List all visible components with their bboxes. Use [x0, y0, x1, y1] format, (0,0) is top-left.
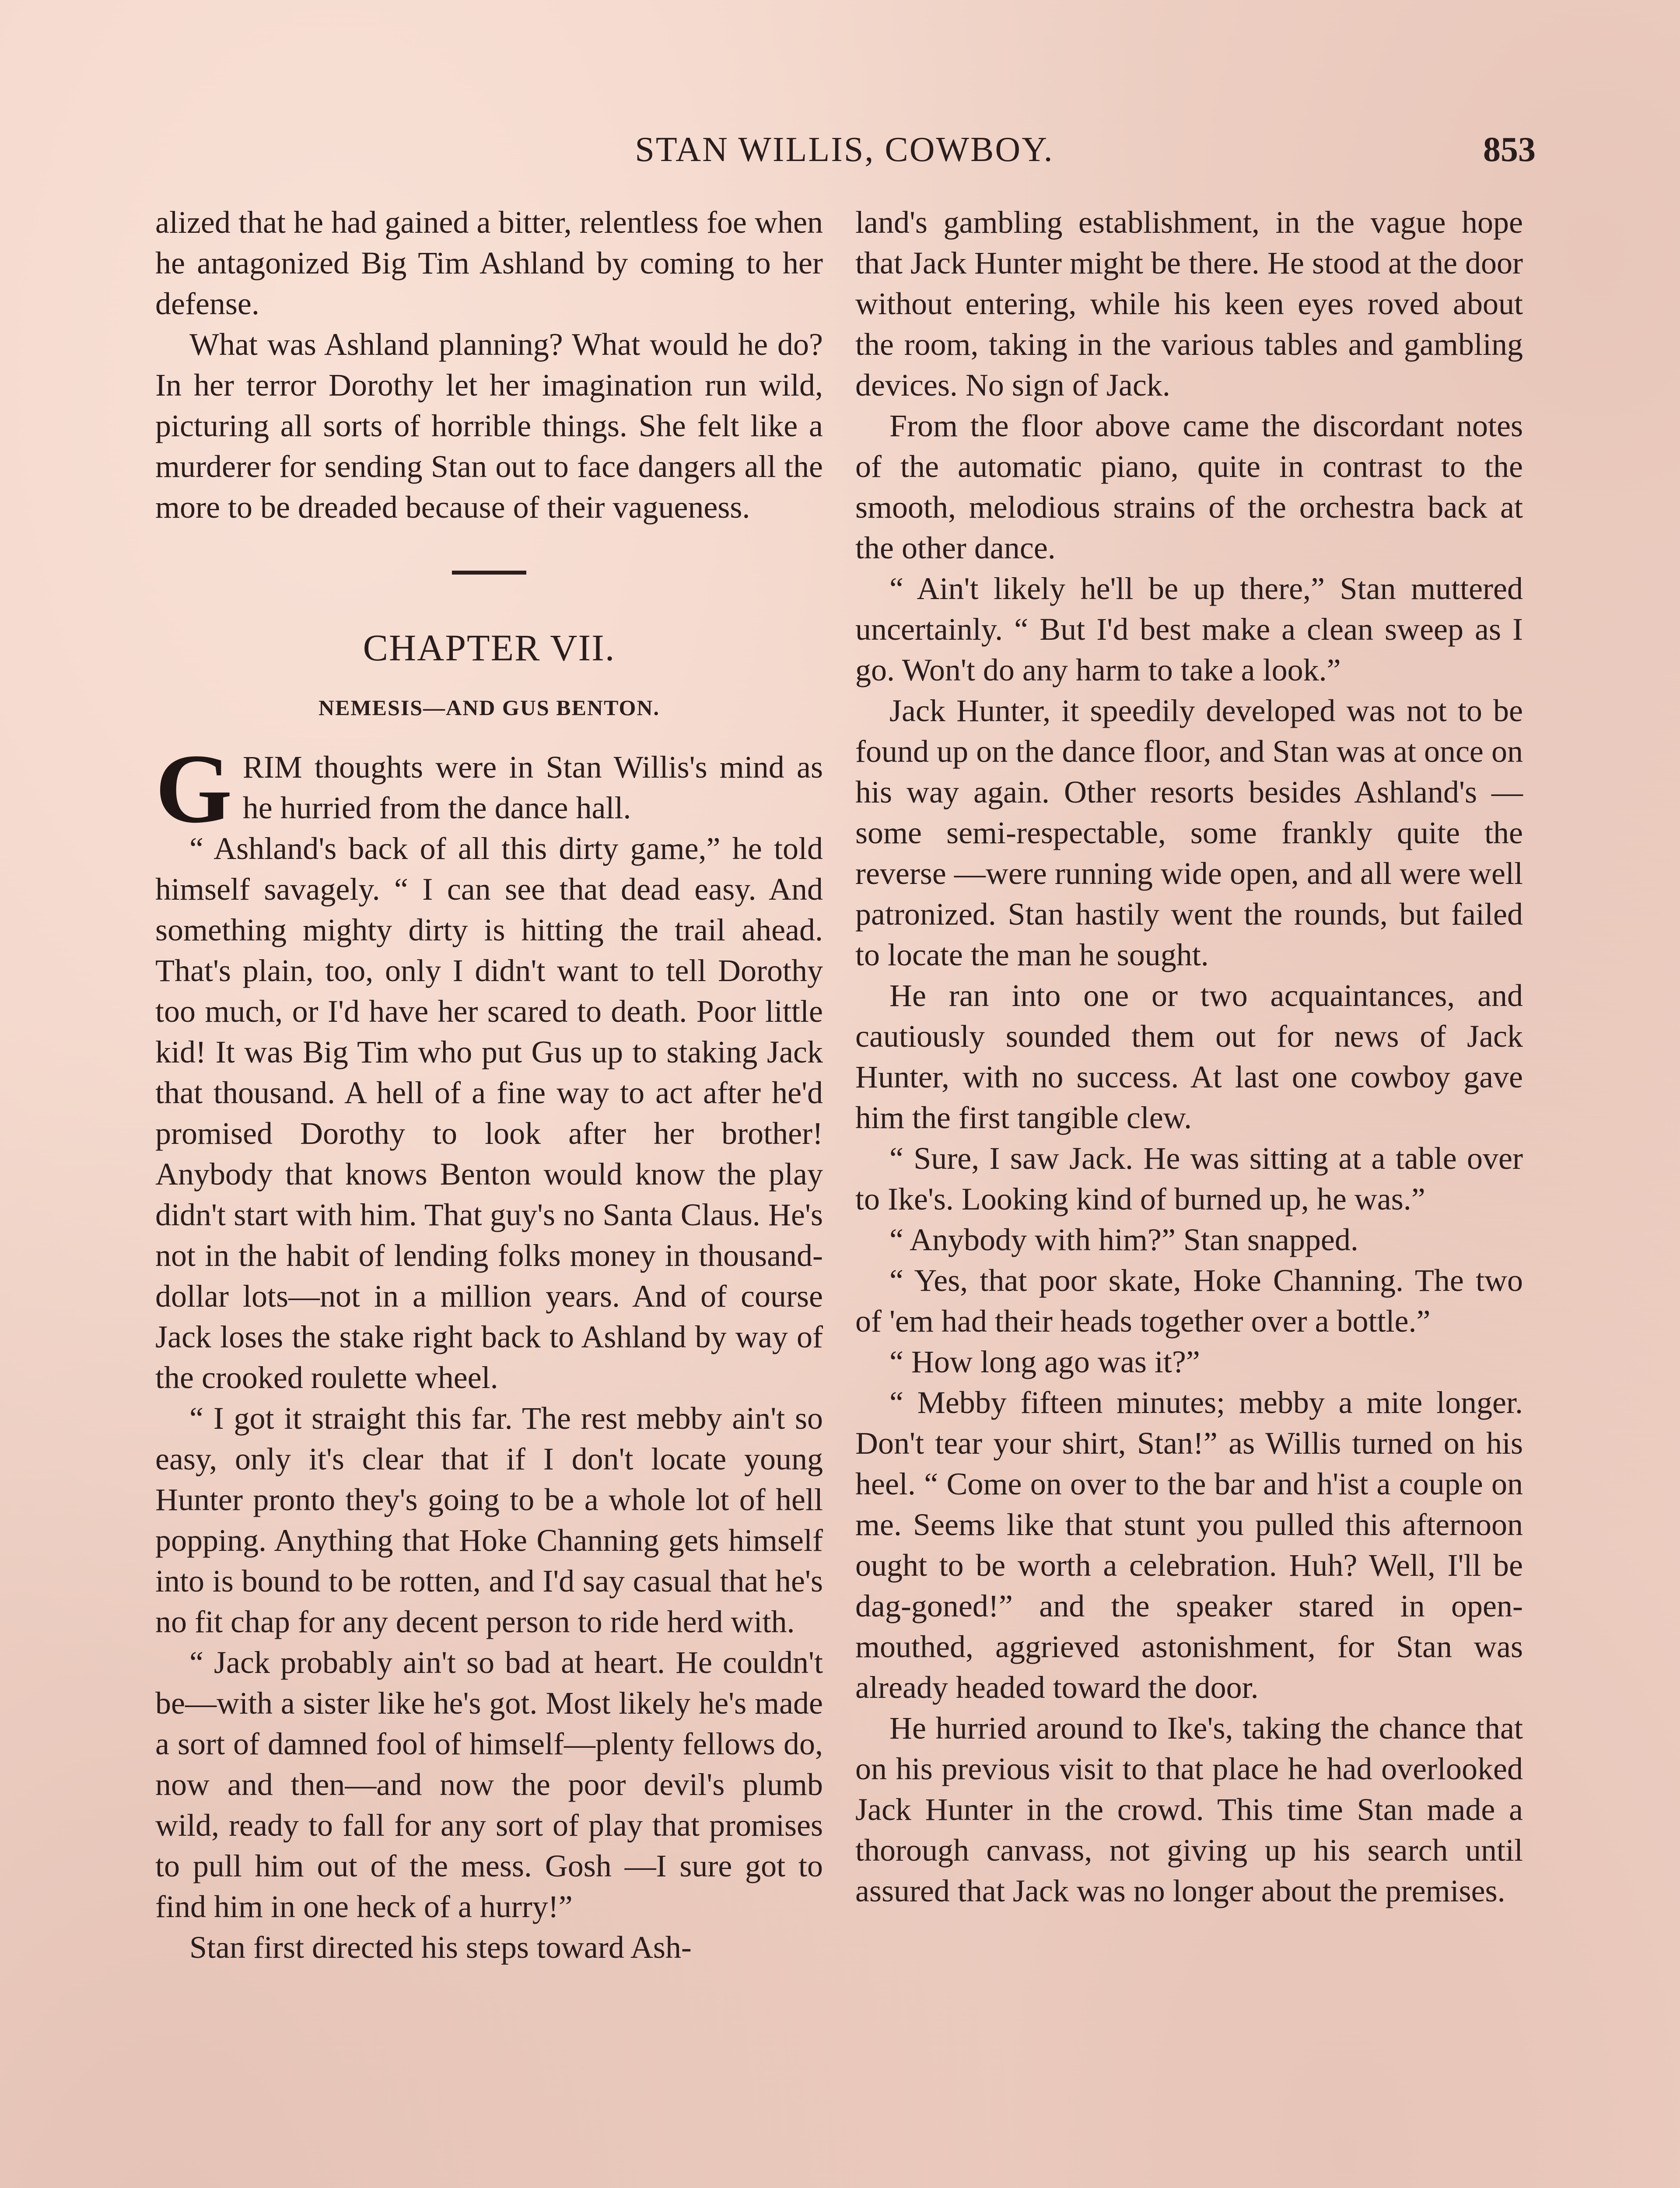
paragraph: From the floor above came the discordant notes of the automatic piano, quite in contrast to the smooth, melodious strains of the orchestra back at the other dance.: [855, 408, 1523, 565]
left-column: [155, 202, 823, 1968]
running-title: STAN WILLIS, COWBOY.: [635, 130, 1054, 169]
paragraph: Stan first directed his steps toward Ash-: [189, 1930, 692, 1965]
paragraph: He hurried around to Ike's, taking the chance that on his previous visit to that place he had overlooked Jack Hunter in the crowd. This time Stan made a thorough canvass, not giving up his search until assured that Jack was no longer about the premises.: [855, 1711, 1523, 1908]
opening-text: RIM thoughts were in Stan Willis's mind as he hurried from the dance hall.: [242, 750, 823, 825]
chapter-heading: CHAPTER VII.: [363, 627, 616, 669]
section-divider: [452, 571, 526, 575]
drop-cap: G: [155, 734, 232, 843]
chapter-subtitle: NEMESIS—AND GUS BENTON.: [318, 695, 660, 720]
chapter-opening-paragraph: [155, 734, 823, 843]
paragraph: “ How long ago was it?”: [889, 1344, 1200, 1379]
paragraph: land's gambling establishment, in the vague hope that Jack Hunter might be there. He stood at the door without entering, while his keen eyes roved about the room, taking in the various tables and gambling devices. No sign of Jack.: [855, 205, 1523, 403]
paragraph: “ Ain't likely he'll be up there,” Stan muttered uncertainly. “ But I'd best make a clean sweep as I go. Won't do any harm to take a look.”: [855, 571, 1523, 687]
paragraph: What was Ashland planning? What would he do? In her terror Dorothy let her imagination run wild, picturing all sorts of horrible things. She felt like a murderer for sending Stan out to face dangers all the more to be dreaded because of their vagueness.: [155, 327, 823, 525]
paragraph: alized that he had gained a bitter, relentless foe when he antagonized Big Tim Ashland by coming to her defense.: [155, 205, 823, 321]
page-number: 853: [1483, 130, 1536, 169]
paragraph: “ Ashland's back of all this dirty game,” he told himself savagely. “ I can see that dead easy. And something mighty dirty is hitting the trail ahead. That's plain, too, only I didn't want to tell Dorothy too much, or I'd have her scared to death. Poor little kid! It was Big Tim who put Gus up to staking Jack that thousand. A hell of a fine way to act after he'd promised Dorothy to look after her brother! Anybody that knows Benton would know the play didn't start with him. That guy's no Santa Claus. He's not in the habit of lending folks money in thousand-dollar lots—not in a million years. And of course Jack loses the stake right back to Ashland by way of the crooked roulette wheel.: [155, 831, 823, 1395]
right-column: [855, 202, 1523, 1911]
paragraph: He ran into one or two acquaintances, and cautiously sounded them out for news of Jack Hunter, with no success. At last one cowboy gave him the first tangible clew.: [855, 978, 1523, 1135]
paragraph: “ Mebby fifteen minutes; mebby a mite longer. Don't tear your shirt, Stan!” as Willis turned on his heel. “ Come on over to the bar and h'ist a couple on me. Seems like that stunt you pulled this afternoon ought to be worth a celebration. Huh? Well, I'll be dag-goned!” and the speaker stared in open-mouthed, aggrieved astonishment, for Stan was already headed toward the door.: [855, 1385, 1523, 1705]
paragraph: “ Anybody with him?” Stan snapped.: [889, 1222, 1358, 1257]
paragraph: “ I got it straight this far. The rest mebby ain't so easy, only it's clear that if I don't locate young Hunter pronto they's going to be a whole lot of hell popping. Anything that Hoke Channing gets himself into is bound to be rotten, and I'd say casual that he's no fit chap for any decent person to ride herd with.: [155, 1401, 823, 1639]
paragraph: Jack Hunter, it speedily developed was not to be found up on the dance floor, and Stan was at once on his way again. Other resorts besides Ashland's — some semi-respectable, some frankly quite the reverse —were running wide open, and all were well patronized. Stan hastily went the rounds, but failed to locate the man he sought.: [855, 693, 1523, 972]
paragraph: “ Yes, that poor skate, Hoke Channing. The two of 'em had their heads together over a bottle.”: [855, 1263, 1523, 1339]
paragraph: “ Sure, I saw Jack. He was sitting at a table over to Ike's. Looking kind of burned up, he was.”: [855, 1141, 1523, 1217]
paragraph: “ Jack probably ain't so bad at heart. He couldn't be—with a sister like he's got. Most likely he's made a sort of damned fool of himself—plenty fellows do, now and then—and now the poor devil's plumb wild, ready to fall for any sort of play that promises to pull him out of the mess. Gosh —I sure got to find him in one heck of a hurry!”: [155, 1645, 823, 1924]
page-header: [153, 123, 1536, 176]
